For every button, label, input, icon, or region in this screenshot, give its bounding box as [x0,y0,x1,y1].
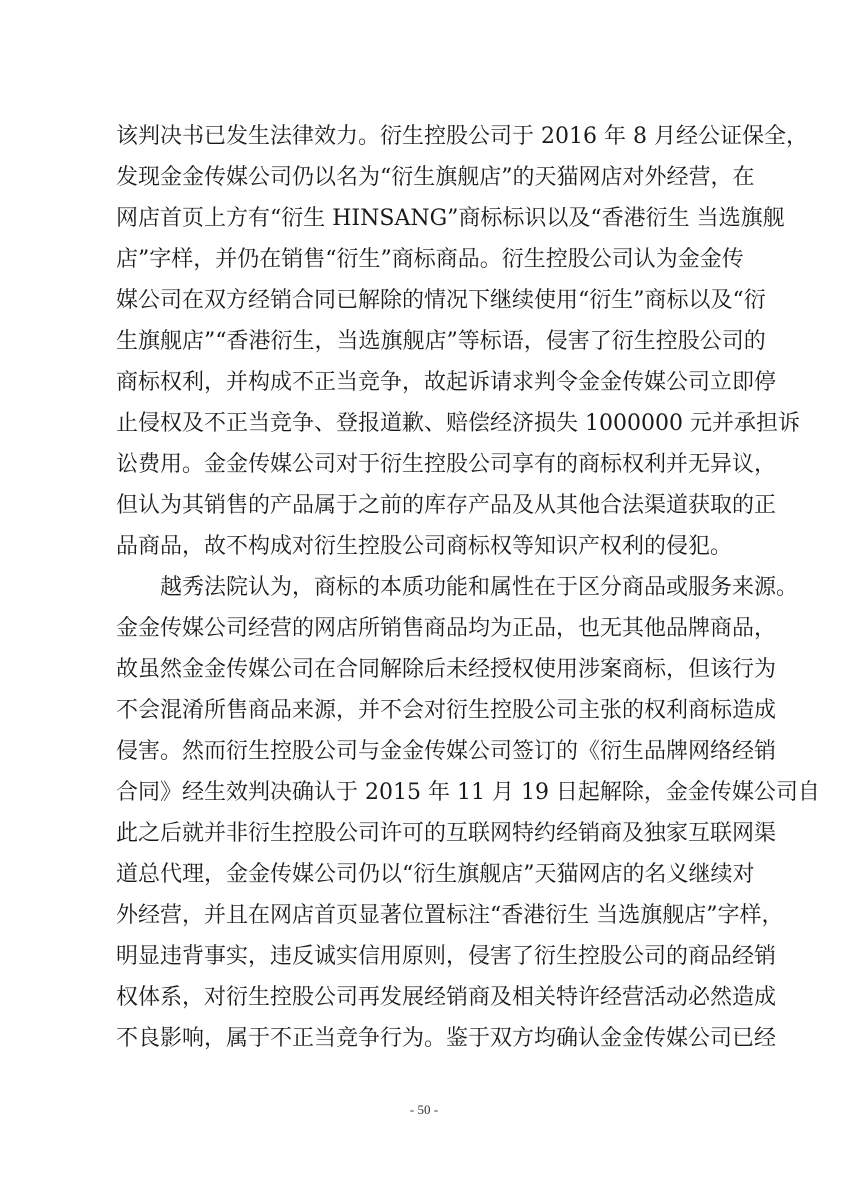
text-line: 越秀法院认为，商标的本质功能和属性在于区分商品或服务来源。 [160,575,799,600]
text-line: 侵害。然而衍生控股公司与金金传媒公司签订的《衍生品牌网络经销 [116,739,777,764]
text-line: 但认为其销售的产品属于之前的库存产品及从其他合法渠道获取的正 [116,493,777,518]
text-line: 不会混淆所售商品来源，并不会对衍生控股公司主张的权利商标造成 [116,698,777,723]
text-line: 故虽然金金传媒公司在合同解除后未经授权使用涉案商标，但该行为 [116,657,777,682]
text-line: 品商品，故不构成对衍生控股公司商标权等知识产权利的侵犯。 [116,534,733,559]
paragraph-1 [116,116,808,567]
text-line: 该判决书已发生法律效力。衍生控股公司于 2016 年 8 月经公证保全， [116,124,808,149]
text-line: 权体系，对衍生控股公司再发展经销商及相关特许经营活动必然造成 [116,985,777,1010]
text-line: 此之后就并非衍生控股公司许可的互联网特约经销商及独家互联网渠 [116,821,777,846]
text-line: 生旗舰店”“香港衍生，当选旗舰店”等标语，侵害了衍生控股公司的 [116,329,766,354]
text-line: 金金传媒公司经营的网店所销售商品均为正品，也无其他品牌商品， [116,616,777,641]
text-line: 止侵权及不正当竞争、登报道歉、赔偿经济损失 1000000 元并承担诉 [116,411,800,436]
text-line: 发现金金传媒公司仍以名为“衍生旗舰店”的天猫网店对外经营，在 [116,165,755,190]
text-line: 网店首页上方有“衍生 HINSANG”商标标识以及“香港衍生 当选旗舰 [116,206,785,231]
text-line: 外经营，并且在网店首页显著位置标注“香港衍生 当选旗舰店”字样， [116,903,784,928]
text-line: 明显违背事实，违反诚实信用原则，侵害了衍生控股公司的商品经销 [116,944,777,969]
text-line: 讼费用。金金传媒公司对于衍生控股公司享有的商标权利并无异议， [116,452,777,477]
text-line: 商标权利，并构成不正当竞争，故起诉请求判令金金传媒公司立即停 [116,370,777,395]
text-line: 媒公司在双方经销合同已解除的情况下继续使用“衍生”商标以及“衍 [116,288,766,313]
paragraph-2 [116,567,820,1059]
text-line: 道总代理，金金传媒公司仍以“衍生旗舰店”天猫网店的名义继续对 [116,862,755,887]
text-line: 店”字样，并仍在销售“衍生”商标商品。衍生控股公司认为金金传 [116,247,744,272]
document-body [116,116,820,1059]
text-line: 不良影响，属于不正当竞争行为。鉴于双方均确认金金传媒公司已经 [116,1026,777,1051]
page-number: - 50 - [409,1102,439,1117]
text-line: 合同》经生效判决确认于 2015 年 11 月 19 日起解除，金金传媒公司自 [116,780,820,805]
